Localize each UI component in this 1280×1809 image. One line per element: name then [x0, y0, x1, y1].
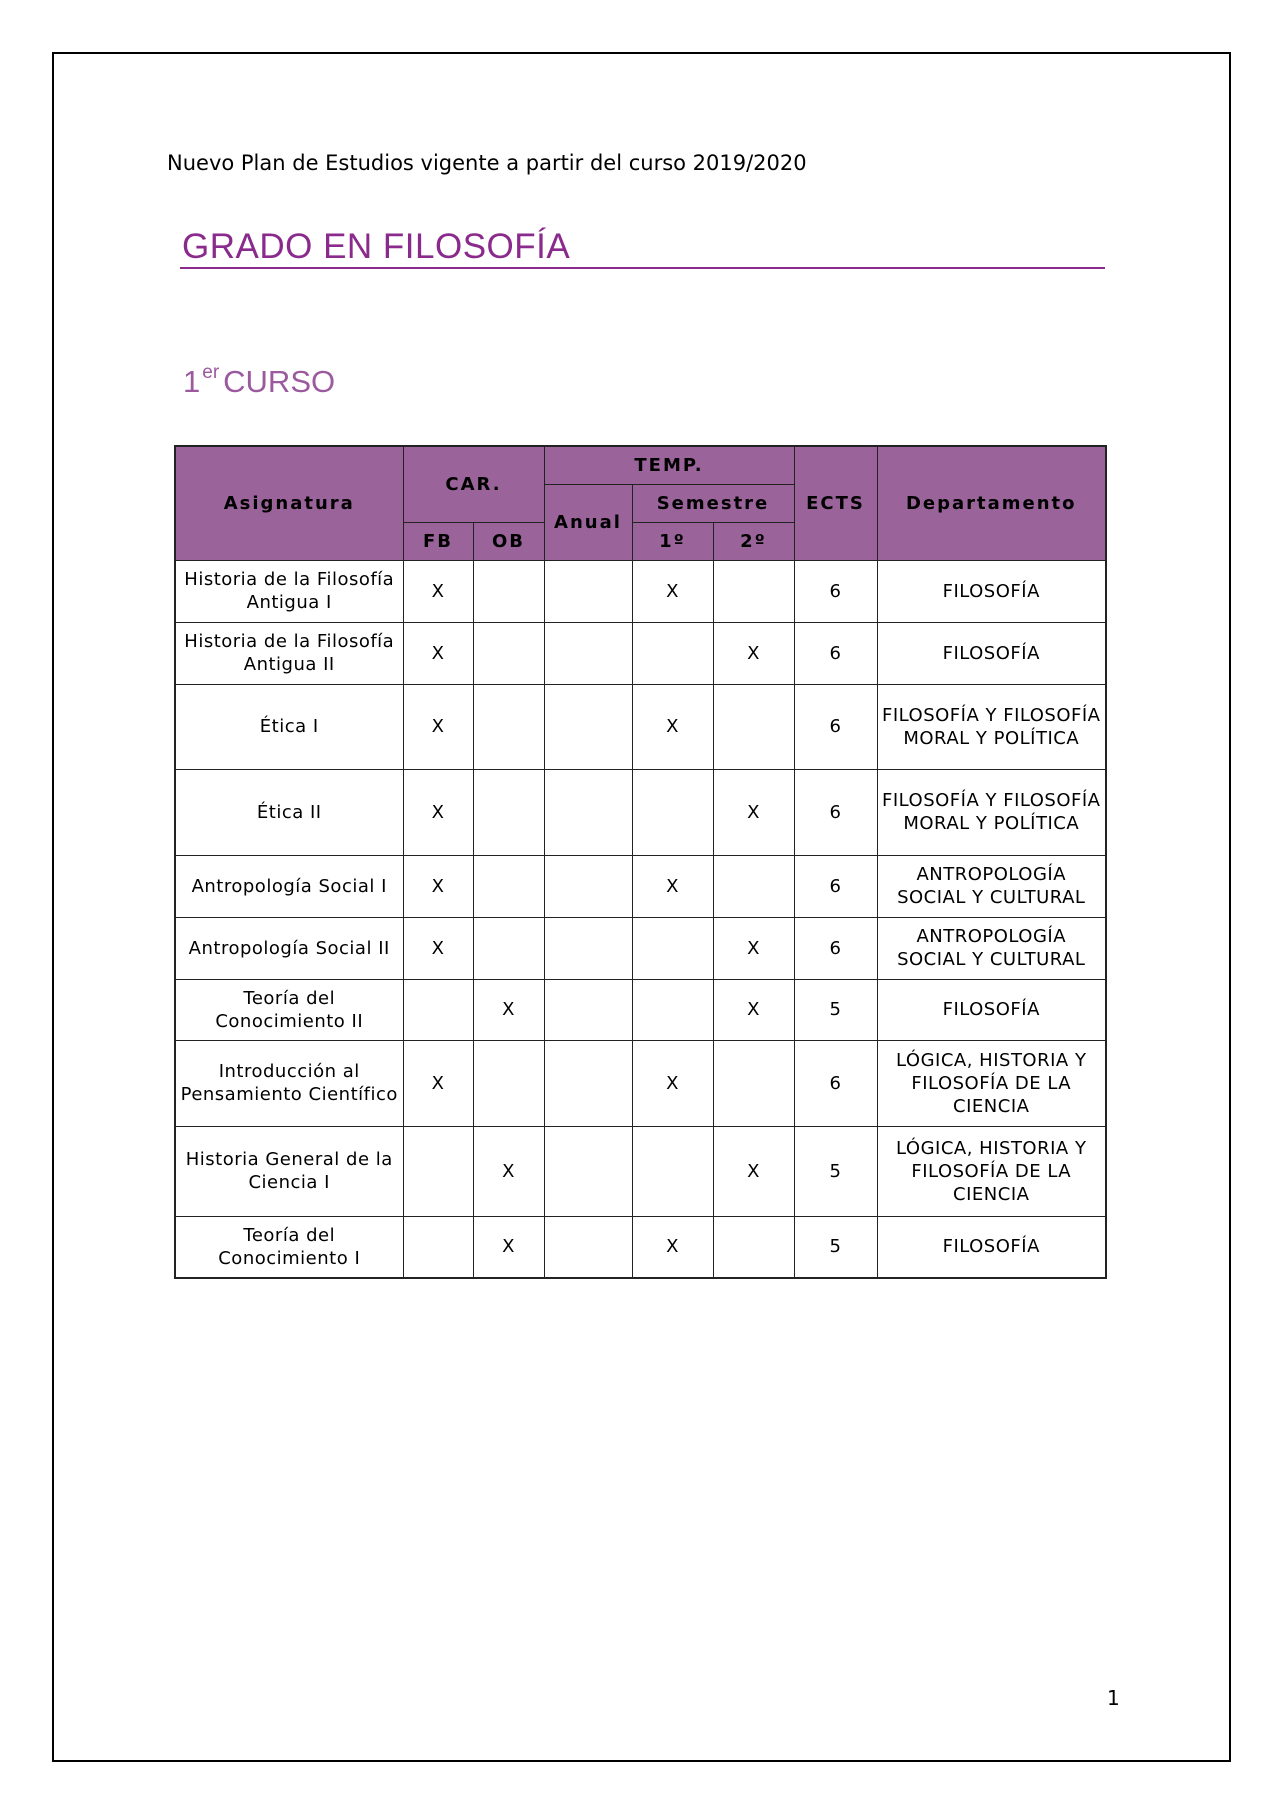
cell-sem1	[632, 1126, 713, 1216]
cell-departamento: ANTROPOLOGÍA SOCIAL Y CULTURAL	[877, 917, 1106, 979]
cell-ob: X	[473, 1126, 544, 1216]
cell-sem2	[713, 560, 794, 622]
cell-ects: 6	[794, 622, 877, 684]
cell-asignatura: Ética I	[175, 684, 403, 769]
cell-ob	[473, 769, 544, 855]
table-row	[175, 979, 1106, 1040]
cell-sem2	[713, 1040, 794, 1126]
cell-ects: 6	[794, 684, 877, 769]
cell-asignatura: Teoría del Conocimiento I	[175, 1216, 403, 1278]
cell-asignatura: Teoría del Conocimiento II	[175, 979, 403, 1040]
cell-asignatura: Historia de la Filosofía Antigua II	[175, 622, 403, 684]
header-car: CAR.	[403, 446, 544, 522]
table-row	[175, 1040, 1106, 1126]
header-ob: OB	[473, 522, 544, 560]
cell-sem2	[713, 1216, 794, 1278]
cell-departamento: FILOSOFÍA	[877, 560, 1106, 622]
cell-anual	[544, 622, 632, 684]
cell-anual	[544, 1216, 632, 1278]
cell-ob	[473, 684, 544, 769]
header-ects: ECTS	[794, 446, 877, 560]
cell-fb: X	[403, 684, 473, 769]
cell-fb: X	[403, 560, 473, 622]
header-fb: FB	[403, 522, 473, 560]
table-row	[175, 1126, 1106, 1216]
cell-fb	[403, 979, 473, 1040]
cell-sem2	[713, 684, 794, 769]
header-departamento: Departamento	[877, 446, 1106, 560]
cell-sem1: X	[632, 1216, 713, 1278]
table-row	[175, 560, 1106, 622]
table-header	[175, 446, 1106, 560]
cell-anual	[544, 1126, 632, 1216]
header-temp: TEMP.	[544, 446, 794, 484]
cell-departamento: FILOSOFÍA	[877, 1216, 1106, 1278]
title-underline	[180, 267, 1105, 269]
cell-ects: 5	[794, 1126, 877, 1216]
cell-ob	[473, 1040, 544, 1126]
plan-note: Nuevo Plan de Estudios vigente a partir del curso 2019/2020	[167, 151, 807, 175]
cell-asignatura: Ética II	[175, 769, 403, 855]
cell-ob	[473, 622, 544, 684]
cell-anual	[544, 979, 632, 1040]
header-anual: Anual	[544, 484, 632, 560]
cell-asignatura: Antropología Social I	[175, 855, 403, 917]
cell-ects: 6	[794, 855, 877, 917]
cell-sem1: X	[632, 684, 713, 769]
cell-sem2	[713, 855, 794, 917]
cell-asignatura: Historia General de la Ciencia I	[175, 1126, 403, 1216]
cell-ob: X	[473, 1216, 544, 1278]
course-number: 1	[183, 364, 201, 399]
header-semestre: Semestre	[632, 484, 794, 522]
cell-ob	[473, 855, 544, 917]
cell-sem2: X	[713, 769, 794, 855]
cell-departamento: FILOSOFÍA	[877, 622, 1106, 684]
cell-departamento: LÓGICA, HISTORIA Y FILOSOFÍA DE LA CIENCIA	[877, 1126, 1106, 1216]
cell-ob	[473, 917, 544, 979]
table-row	[175, 1216, 1106, 1278]
cell-ob	[473, 560, 544, 622]
cell-anual	[544, 769, 632, 855]
cell-anual	[544, 684, 632, 769]
cell-departamento: ANTROPOLOGÍA SOCIAL Y CULTURAL	[877, 855, 1106, 917]
cell-sem1: X	[632, 855, 713, 917]
header-asignatura: Asignatura	[175, 446, 403, 560]
header-sem1: 1º	[632, 522, 713, 560]
curriculum-table	[174, 445, 1107, 1279]
cell-ects: 6	[794, 560, 877, 622]
cell-departamento: FILOSOFÍA	[877, 979, 1106, 1040]
cell-sem1	[632, 622, 713, 684]
cell-departamento: FILOSOFÍA Y FILOSOFÍA MORAL Y POLÍTICA	[877, 769, 1106, 855]
table-row	[175, 769, 1106, 855]
cell-anual	[544, 560, 632, 622]
cell-ects: 5	[794, 979, 877, 1040]
cell-departamento: LÓGICA, HISTORIA Y FILOSOFÍA DE LA CIENCIA	[877, 1040, 1106, 1126]
cell-sem1: X	[632, 560, 713, 622]
cell-anual	[544, 1040, 632, 1126]
course-label: CURSO	[223, 364, 336, 399]
cell-sem2: X	[713, 917, 794, 979]
table-row	[175, 684, 1106, 769]
header-sem2: 2º	[713, 522, 794, 560]
cell-anual	[544, 855, 632, 917]
cell-ects: 6	[794, 769, 877, 855]
table-body	[175, 560, 1106, 1278]
course-suffix: er	[202, 362, 220, 383]
cell-sem2: X	[713, 622, 794, 684]
cell-sem1	[632, 769, 713, 855]
cell-asignatura: Introducción al Pensamiento Científico	[175, 1040, 403, 1126]
cell-asignatura: Historia de la Filosofía Antigua I	[175, 560, 403, 622]
cell-anual	[544, 917, 632, 979]
cell-sem1: X	[632, 1040, 713, 1126]
cell-sem1	[632, 917, 713, 979]
cell-fb: X	[403, 622, 473, 684]
cell-ects: 5	[794, 1216, 877, 1278]
course-heading	[183, 362, 335, 400]
cell-ects: 6	[794, 917, 877, 979]
cell-ects: 6	[794, 1040, 877, 1126]
cell-fb	[403, 1126, 473, 1216]
cell-fb: X	[403, 769, 473, 855]
cell-ob: X	[473, 979, 544, 1040]
table-row	[175, 622, 1106, 684]
page-number: 1	[1107, 1686, 1120, 1710]
cell-sem2: X	[713, 1126, 794, 1216]
cell-fb: X	[403, 1040, 473, 1126]
table-row	[175, 855, 1106, 917]
cell-fb	[403, 1216, 473, 1278]
cell-sem1	[632, 979, 713, 1040]
cell-departamento: FILOSOFÍA Y FILOSOFÍA MORAL Y POLÍTICA	[877, 684, 1106, 769]
cell-asignatura: Antropología Social II	[175, 917, 403, 979]
cell-fb: X	[403, 855, 473, 917]
cell-fb: X	[403, 917, 473, 979]
page-title: GRADO EN FILOSOFÍA	[182, 227, 571, 266]
table-row	[175, 917, 1106, 979]
cell-sem2: X	[713, 979, 794, 1040]
